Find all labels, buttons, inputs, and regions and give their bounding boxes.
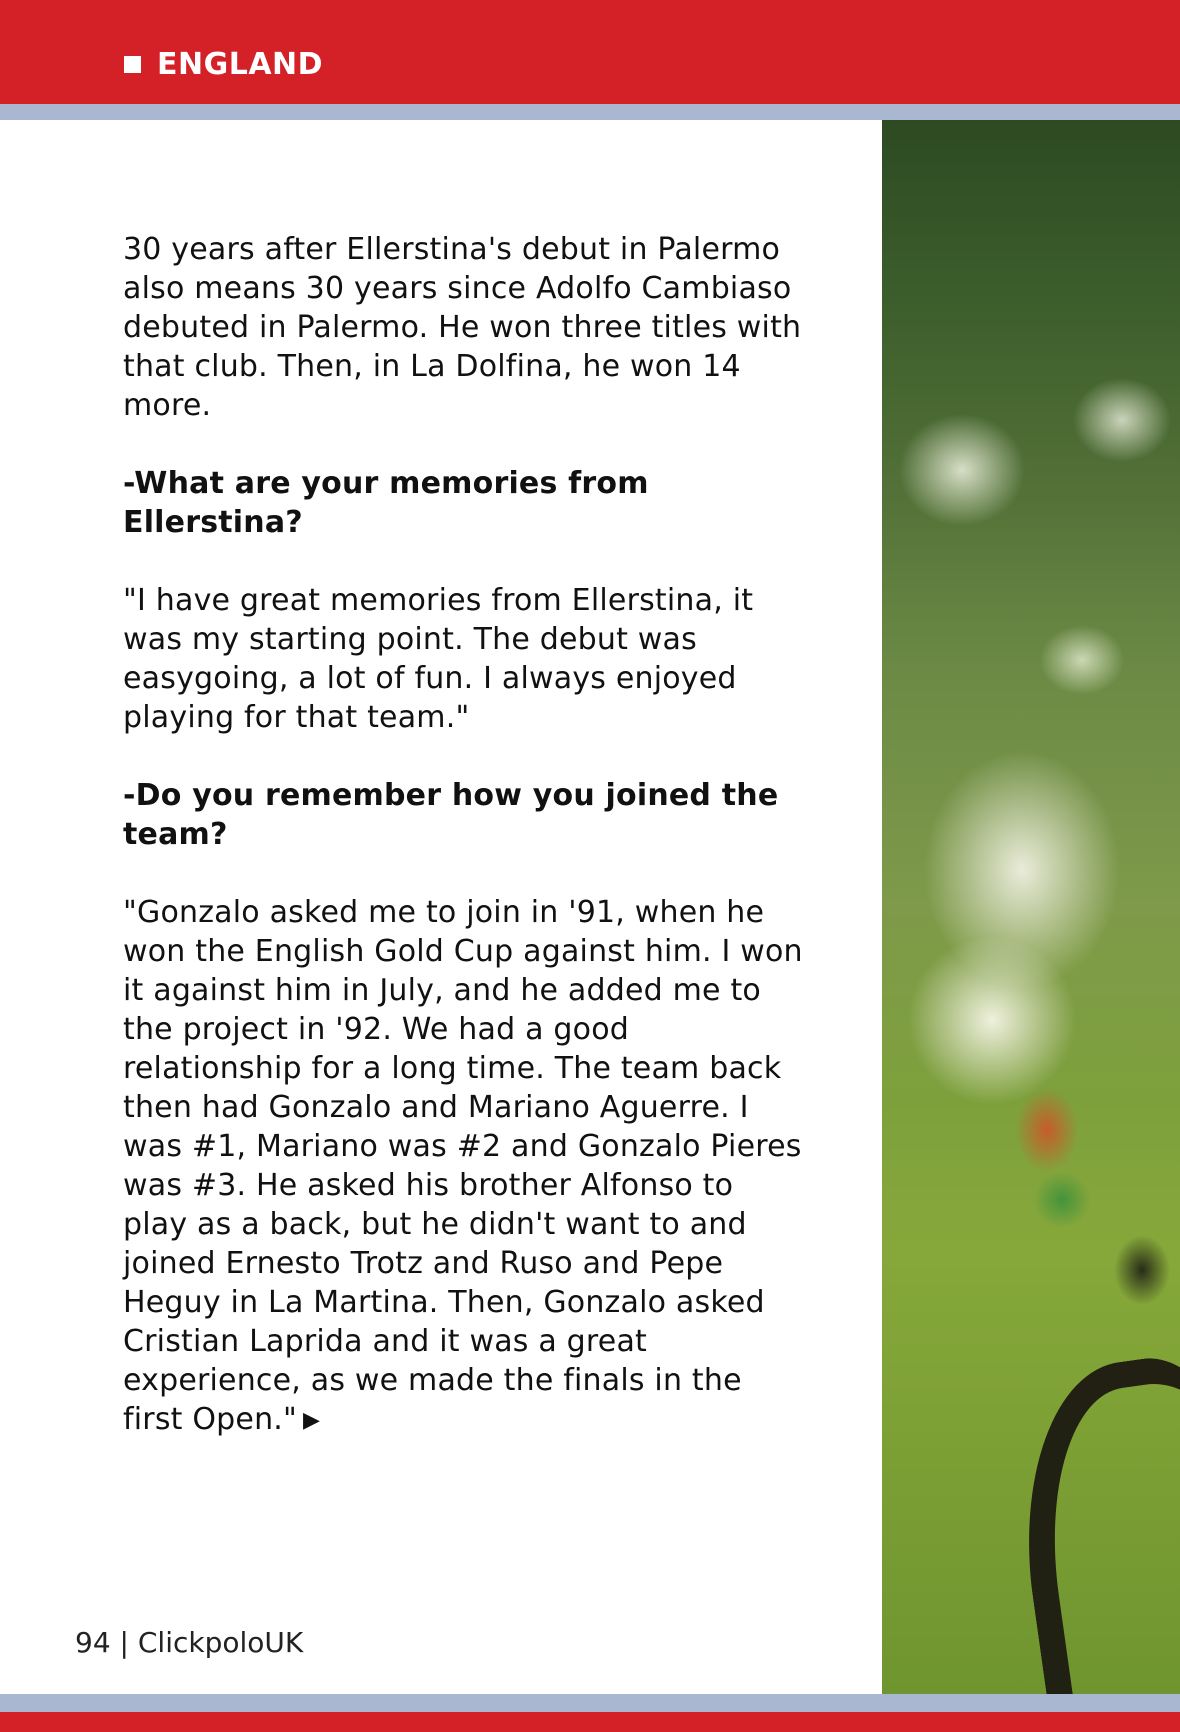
page-number-label: 94 | ClickpoloUK xyxy=(75,1626,304,1659)
polo-photo xyxy=(882,120,1180,1694)
answer-joined xyxy=(123,893,803,1440)
photo-figure-silhouette xyxy=(1002,1346,1180,1694)
answer-joined-text: "Gonzalo asked me to join in '91, when he won the English Gold Cup against him. I won it against him in July, and he added me to the project in '92. We had a good relationship for a long time. The team back then had Gonzalo and Mariano Aguerre. I was #1, Mariano was #2 and Gonzalo Pieres was #3. He asked his brother Alfonso to play as a back, but he didn't want to and joined Ernesto Trotz and Ruso and Pepe Heguy in La Martina. Then, Gonzalo asked Cristian Laprida and it was a great experience, as we made the finals in the first Open." xyxy=(123,895,803,1437)
section-label: ENGLAND xyxy=(157,46,324,82)
square-bullet-icon xyxy=(124,56,141,73)
section-tag xyxy=(124,44,323,84)
footer-bar xyxy=(0,1712,1180,1732)
article-body xyxy=(123,230,803,1479)
footer-stripe xyxy=(0,1694,1180,1712)
answer-memories: "I have great memories from Ellerstina, it was my starting point. The debut was easygoing, a lot of fun. I always enjoyed playing for that team." xyxy=(123,583,754,735)
intro-paragraph: 30 years after Ellerstina's debut in Palermo also means 30 years since Adolfo Cambiaso debuted in Palermo. He won three titles with that club. Then, in La Dolfina, he won 14 more. xyxy=(123,232,802,423)
question-memories: -What are your memories from Ellerstina? xyxy=(123,466,649,540)
header-stripe xyxy=(0,104,1180,120)
question-joined: -Do you remember how you joined the team? xyxy=(123,778,779,852)
continue-arrow-icon: ▶ xyxy=(303,1408,321,1433)
